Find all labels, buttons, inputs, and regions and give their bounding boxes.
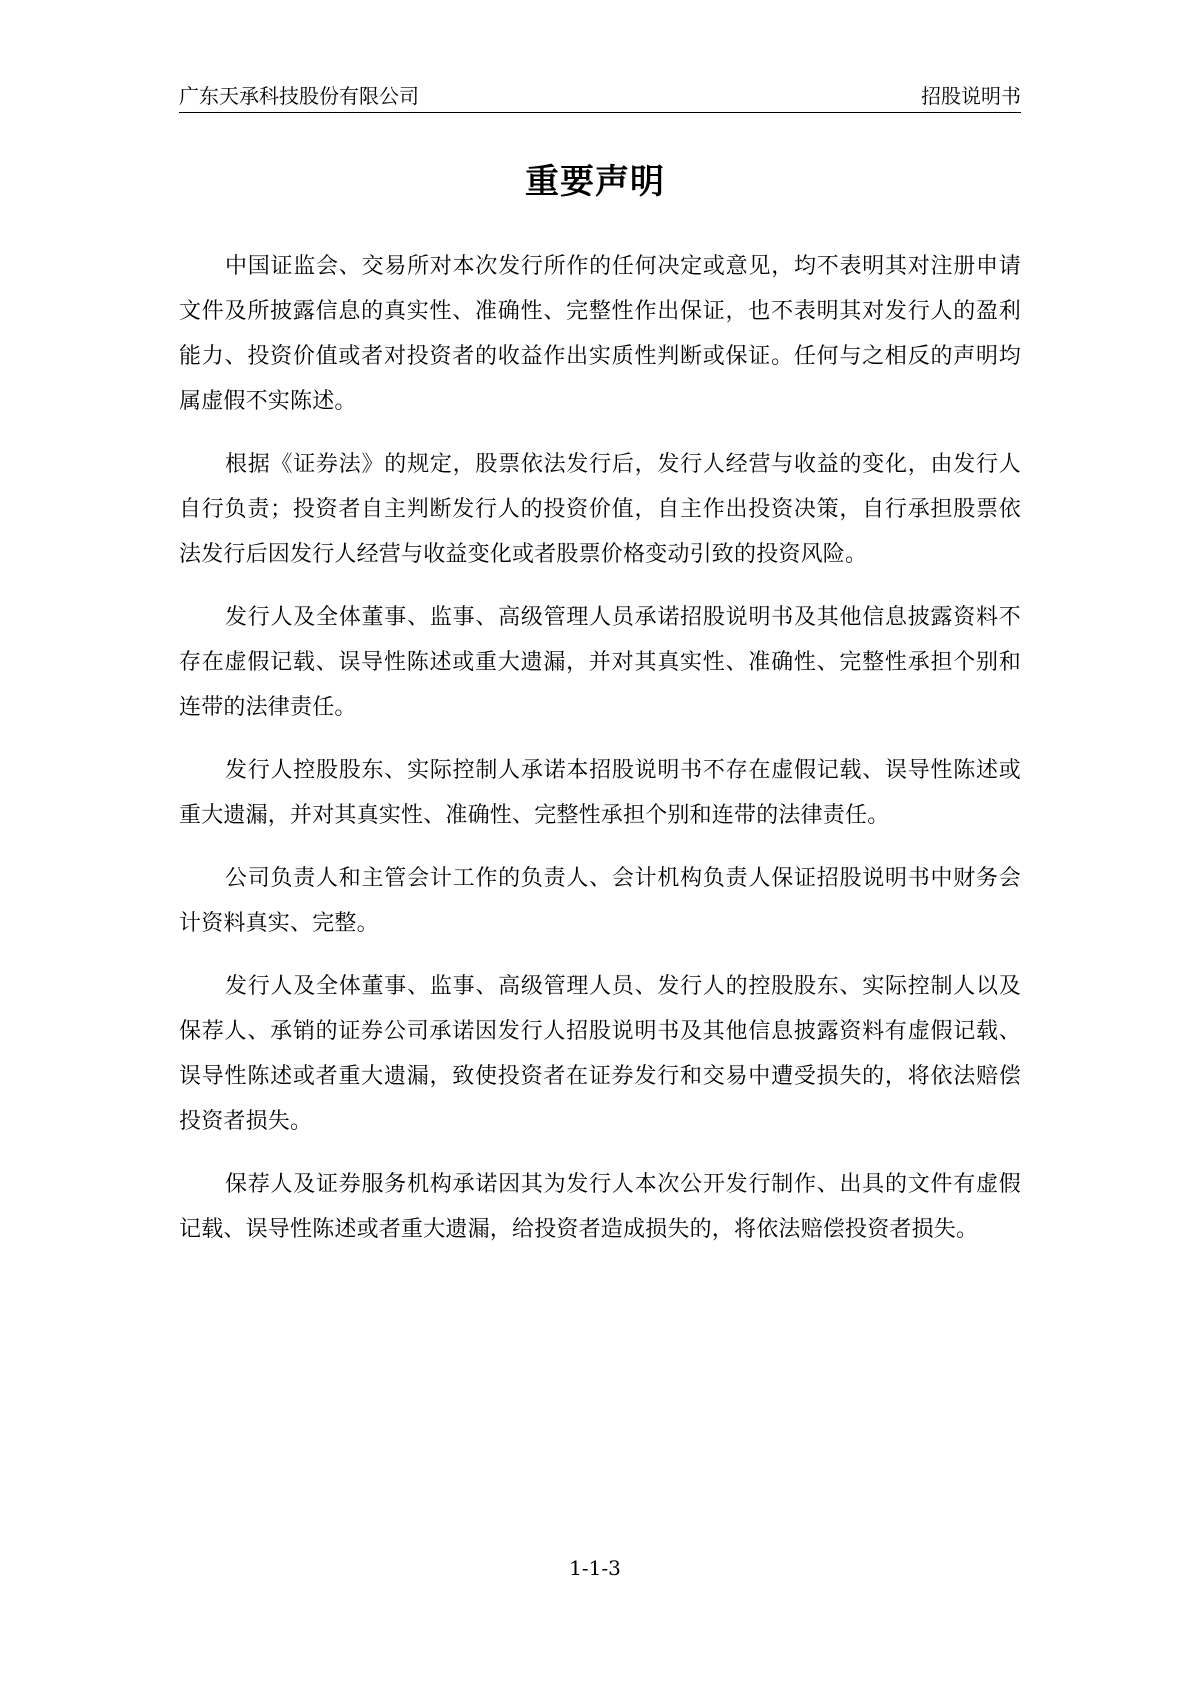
declaration-body	[179, 244, 1021, 1270]
paragraph-sponsor-undertaking: 保荐人及证券服务机构承诺因其为发行人本次公开发行制作、出具的文件有虚假记载、误导性陈述或者重大遗漏，给投资者造成损失的，将依法赔偿投资者损失。	[179, 1172, 1021, 1242]
page-title: 重要声明	[525, 162, 665, 202]
header-company-name: 广东天承科技股份有限公司	[179, 84, 419, 108]
paragraph-directors-undertaking: 发行人及全体董事、监事、高级管理人员承诺招股说明书及其他信息披露资料不存在虚假记载、误导性陈述或重大遗漏，并对其真实性、准确性、完整性承担个别和连带的法律责任。	[179, 605, 1021, 720]
paragraph-investment-risk: 根据《证券法》的规定，股票依法发行后，发行人经营与收益的变化，由发行人自行负责；投资者自主判断发行人的投资价值，自主作出投资决策，自行承担股票依法发行后因发行人经营与收益变化或者股票价格变动引致的投资风险。	[179, 452, 1021, 567]
page-number: 1-1-3	[569, 1556, 621, 1580]
page-header	[179, 82, 1021, 113]
paragraph-controller-undertaking: 发行人控股股东、实际控制人承诺本招股说明书不存在虚假记载、误导性陈述或重大遗漏，并对其真实性、准确性、完整性承担个别和连带的法律责任。	[179, 758, 1021, 828]
header-document-type: 招股说明书	[921, 84, 1021, 108]
paragraph-csrc-disclaimer: 中国证监会、交易所对本次发行所作的任何决定或意见，均不表明其对注册申请文件及所披露信息的真实性、准确性、完整性作出保证，也不表明其对发行人的盈利能力、投资价值或者对投资者的收益作出实质性判断或保证。任何与之相反的声明均属虚假不实陈述。	[179, 254, 1021, 414]
paragraph-financial-accuracy: 公司负责人和主管会计工作的负责人、会计机构负责人保证招股说明书中财务会计资料真实、完整。	[179, 866, 1021, 936]
paragraph-compensation-undertaking: 发行人及全体董事、监事、高级管理人员、发行人的控股股东、实际控制人以及保荐人、承销的证券公司承诺因发行人招股说明书及其他信息披露资料有虚假记载、误导性陈述或者重大遗漏，致使投资者在证券发行和交易中遭受损失的，将依法赔偿投资者损失。	[179, 974, 1021, 1134]
